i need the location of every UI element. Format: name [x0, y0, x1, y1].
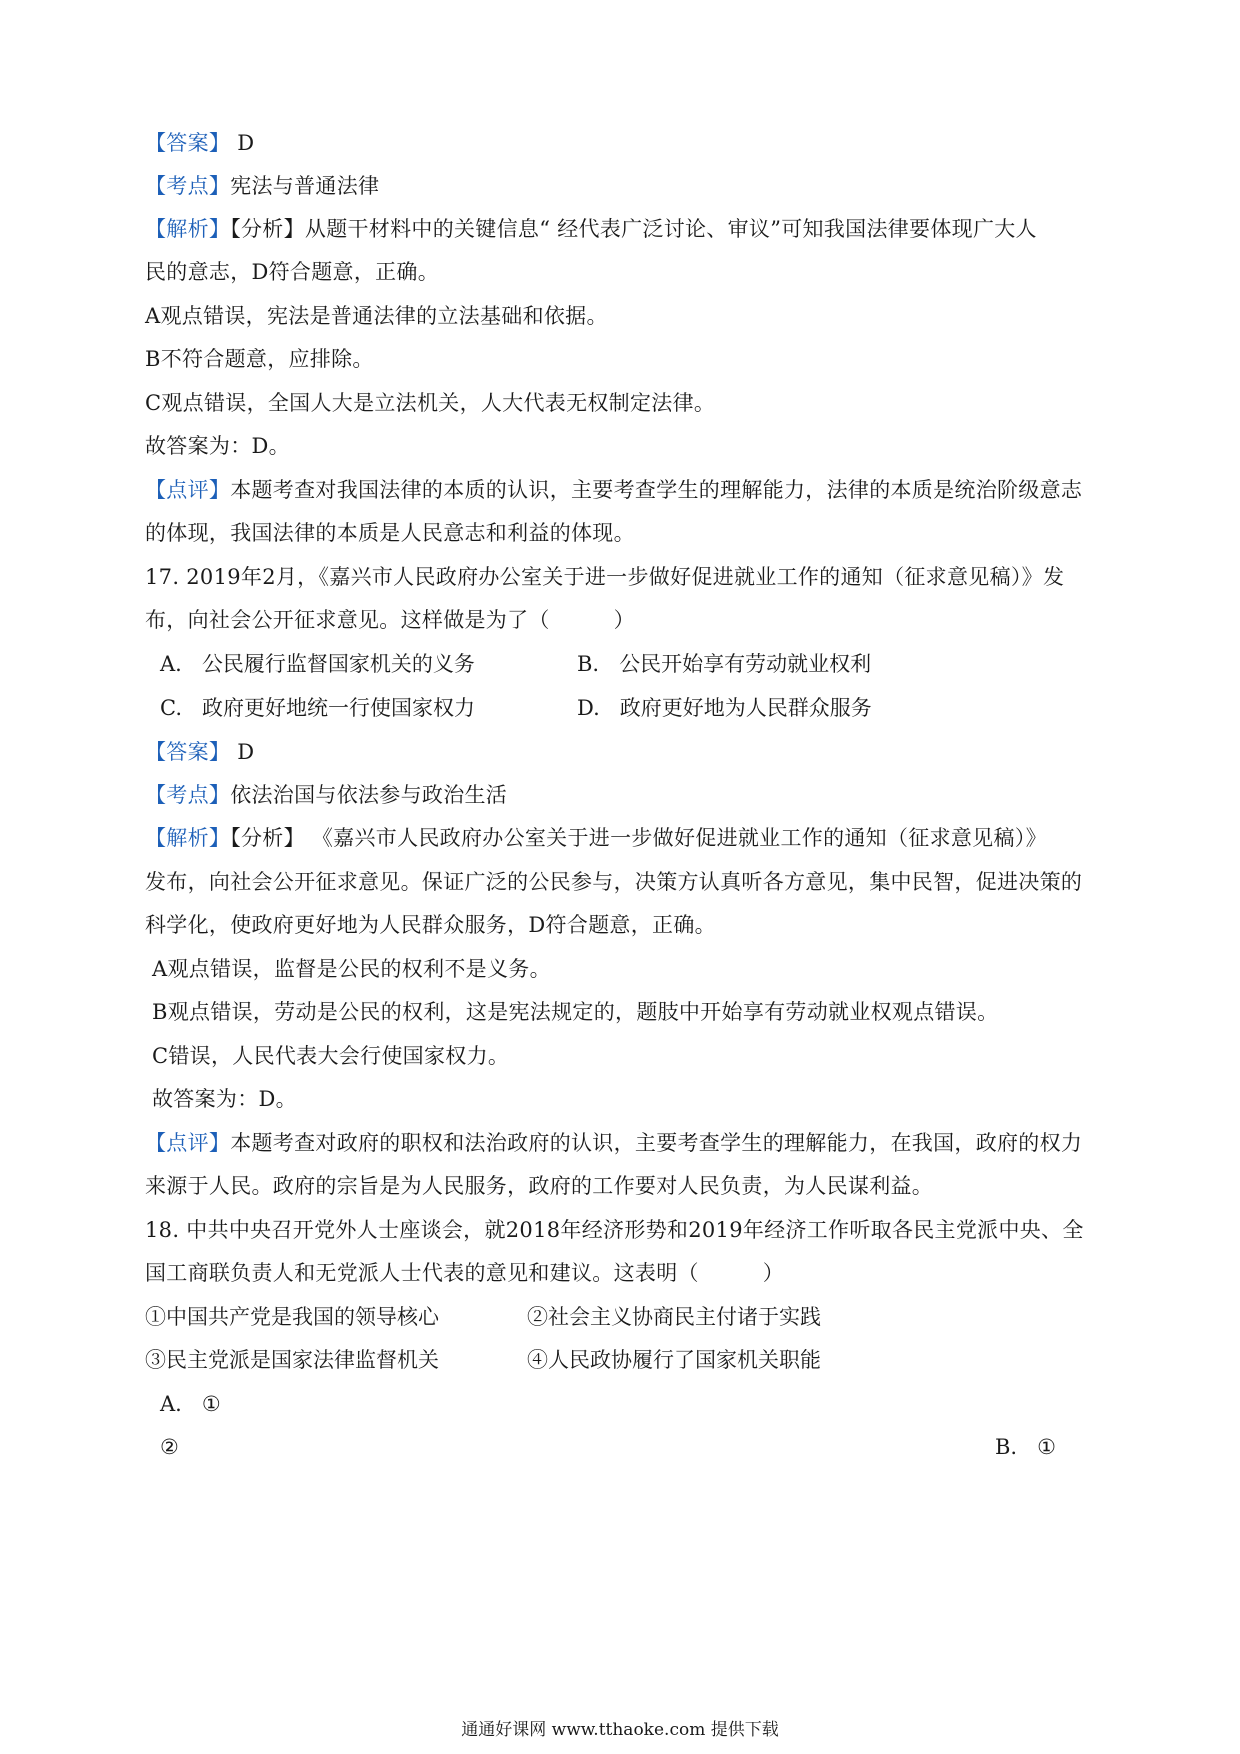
q17-option-a-explanation: A观点错误，监督是公民的权利不是义务。 [152, 957, 551, 981]
q16-answer-line [145, 128, 254, 158]
q16-review-line-1 [145, 475, 1082, 505]
q17-analysis-line-1 [145, 823, 1047, 853]
review-tag: 【点评】 [145, 1131, 231, 1155]
q17-option-a [160, 649, 475, 679]
option-first: ① [1037, 1435, 1056, 1459]
q18-statement-2: ②社会主义协商民主付诸于实践 [527, 1305, 821, 1329]
review-text: 本题考查对政府的职权和法治政府的认识，主要考查学生的理解能力，在我国，政府的权力 [230, 1131, 1083, 1155]
q18-option-a-continued: ② [160, 1435, 179, 1459]
option-letter: B. [577, 652, 600, 676]
topic-tag: 【考点】 [145, 783, 231, 807]
q18-option-a [160, 1389, 221, 1419]
q16-analysis-line-1 [145, 214, 1037, 244]
q16-review-line-2: 的体现，我国法律的本质是人民意志和利益的体现。 [145, 521, 635, 545]
page-footer: 通通好课网 www.tthaoke.com 提供下载 [461, 1720, 779, 1740]
q17-option-b [577, 649, 871, 679]
q17-stem-line-2: 布，向社会公开征求意见。这样做是为了（ ） [145, 608, 635, 632]
q18-statement-4: ④人民政协履行了国家机关职能 [527, 1348, 821, 1372]
q17-analysis-line-3: 科学化，使政府更好地为人民群众服务，D符合题意，正确。 [145, 913, 716, 937]
q18-statement-3: ③民主党派是国家法律监督机关 [145, 1348, 439, 1372]
q17-option-b-explanation: B观点错误，劳动是公民的权利，这是宪法规定的，题肢中开始享有劳动就业权观点错误。 [152, 1000, 999, 1024]
q17-conclusion: 故答案为：D。 [152, 1087, 297, 1111]
topic-value: 宪法与普通法律 [230, 174, 380, 198]
q17-option-c [160, 693, 475, 723]
analysis-text: 【分析】从题干材料中的关键信息“ 经代表广泛讨论、审议”可知我国法律要体现广大人 [230, 217, 1037, 241]
option-text: 政府更好地统一行使国家权力 [202, 696, 476, 720]
option-letter: A. [160, 1392, 182, 1416]
q16-option-b-explanation: B不符合题意，应排除。 [145, 347, 374, 371]
option-first: ① [201, 1392, 221, 1416]
option-text: 政府更好地为人民群众服务 [619, 696, 872, 720]
q17-analysis-line-2: 发布，向社会公开征求意见。保证广泛的公民参与，决策方认真听各方意见，集中民智，促进决策的 [145, 870, 1083, 894]
q16-analysis-line-2: 民的意志，D符合题意，正确。 [145, 260, 440, 284]
option-letter: A. [160, 652, 182, 676]
q18-statement-1: ①中国共产党是我国的领导核心 [145, 1305, 439, 1329]
analysis-tag: 【解析】 [145, 826, 231, 850]
option-text: 公民履行监督国家机关的义务 [201, 652, 475, 676]
q17-stem-line-1: 17. 2019年2月，《嘉兴市人民政府办公室关于进一步做好促进就业工作的通知（征求意见稿）》发 [145, 565, 1065, 589]
q16-conclusion: 故答案为：D。 [145, 434, 290, 458]
q17-option-d [577, 693, 872, 723]
q18-stem-line-2: 国工商联负责人和无党派人士代表的意见和建议。这表明（ ） [145, 1261, 784, 1285]
q16-topic-line [145, 171, 379, 201]
q16-option-a-explanation: A观点错误，宪法是普通法律的立法基础和依据。 [145, 304, 608, 328]
review-text: 本题考查对我国法律的本质的认识，主要考查学生的理解能力，法律的本质是统治阶级意志 [230, 478, 1083, 502]
q16-option-c-explanation: C观点错误，全国人大是立法机关，人大代表无权制定法律。 [145, 391, 716, 415]
option-letter: B. [995, 1435, 1018, 1459]
option-letter: C. [160, 696, 182, 720]
q17-topic-line [145, 780, 507, 810]
topic-value: 依法治国与依法参与政治生活 [230, 783, 508, 807]
option-letter: D. [577, 696, 600, 720]
review-tag: 【点评】 [145, 478, 231, 502]
answer-value: D [237, 740, 255, 764]
q17-option-c-explanation: C错误，人民代表大会行使国家权力。 [152, 1044, 510, 1068]
analysis-text: 【分析】 《嘉兴市人民政府办公室关于进一步做好促进就业工作的通知（征求意见稿）》 [230, 826, 1047, 850]
q18-stem-line-1: 18. 中共中央召开党外人士座谈会，就2018年经济形势和2019年经济工作听取各民主党派中央、全 [145, 1218, 1084, 1242]
topic-tag: 【考点】 [145, 174, 231, 198]
q17-review-line-1 [145, 1128, 1082, 1158]
q17-answer-line [145, 737, 254, 767]
q18-option-b [995, 1432, 1056, 1462]
option-text: 公民开始享有劳动就业权利 [619, 652, 872, 676]
answer-tag: 【答案】 [145, 131, 231, 155]
analysis-tag: 【解析】 [145, 217, 231, 241]
answer-value: D [237, 131, 255, 155]
q17-review-line-2: 来源于人民。政府的宗旨是为人民服务，政府的工作要对人民负责，为人民谋利益。 [145, 1174, 934, 1198]
answer-tag: 【答案】 [145, 740, 231, 764]
